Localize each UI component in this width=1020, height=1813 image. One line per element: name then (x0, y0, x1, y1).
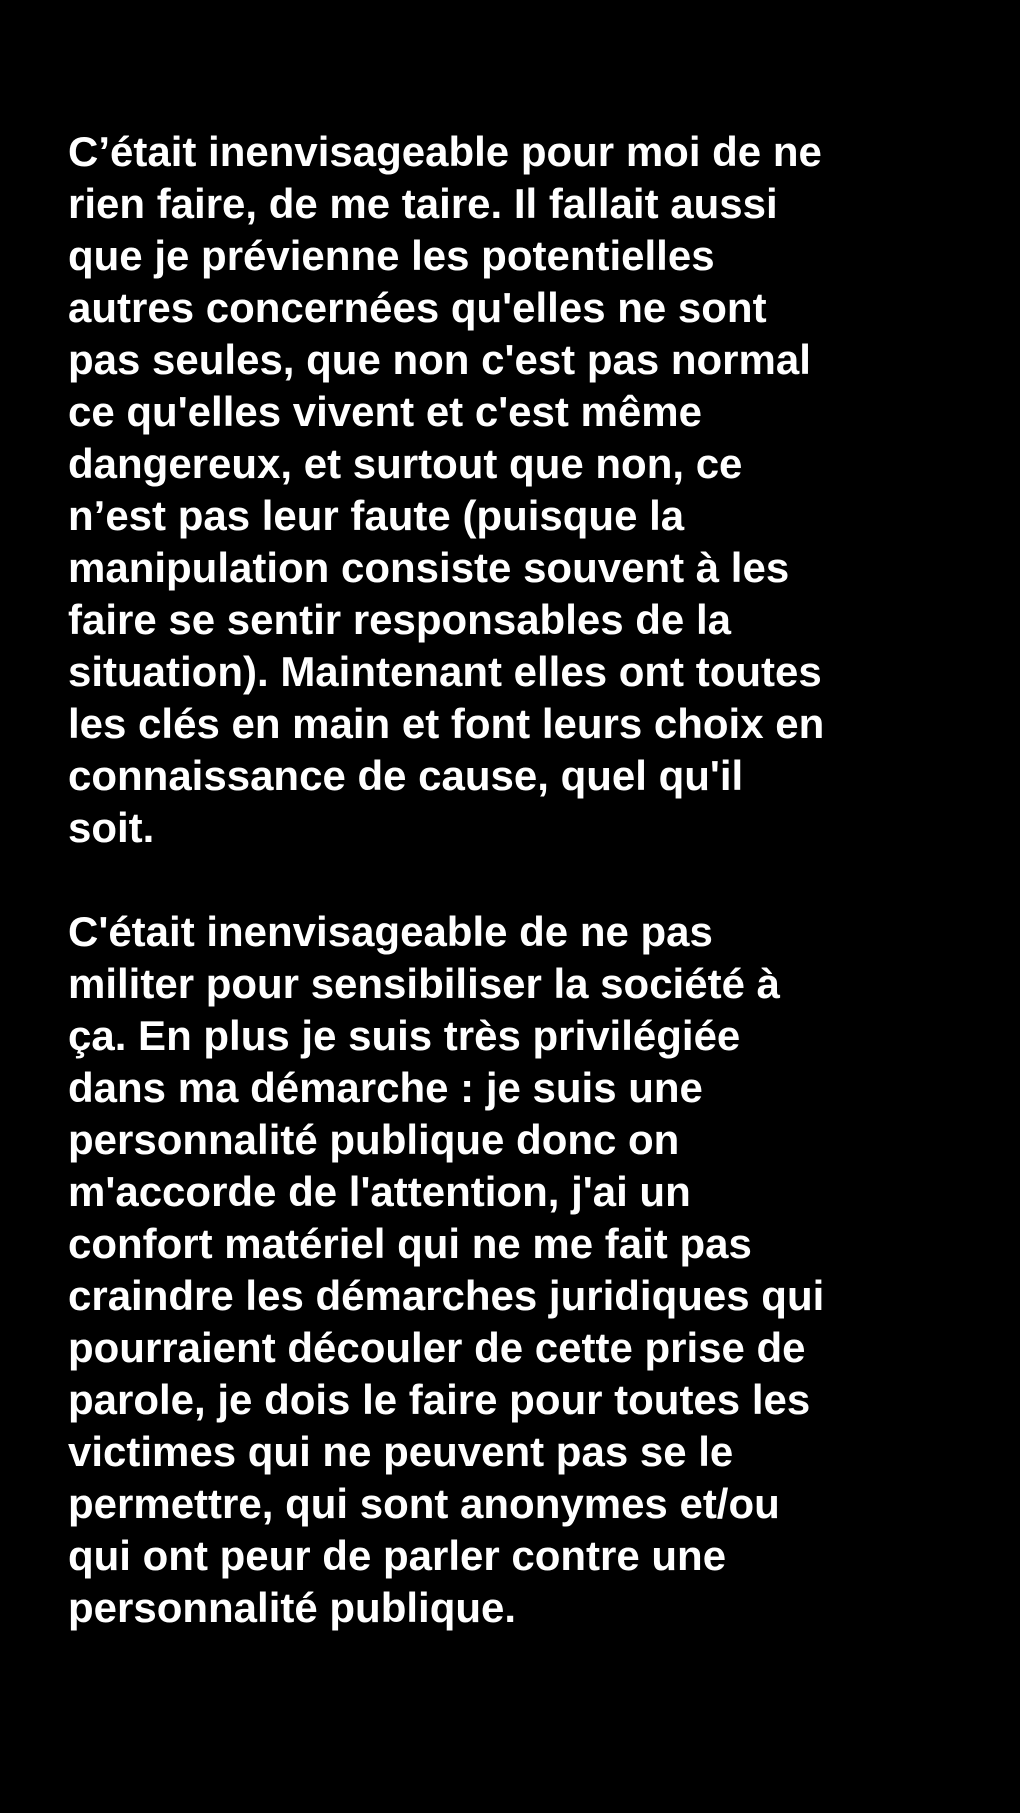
text-line: C’était inenvisageable pour moi de ne (68, 128, 822, 175)
paragraph-1 (68, 126, 968, 854)
text-line: personnalité publique donc on (68, 1116, 680, 1163)
text-line: faire se sentir responsables de la (68, 596, 731, 643)
text-line: soit. (68, 804, 155, 851)
text-line: permettre, qui sont anonymes et/ou (68, 1480, 780, 1527)
text-line: victimes qui ne peuvent pas se le (68, 1428, 734, 1475)
text-line: confort matériel qui ne me fait pas (68, 1220, 752, 1267)
text-line: craindre les démarches juridiques qui (68, 1272, 825, 1319)
text-line: pas seules, que non c'est pas normal (68, 336, 811, 383)
text-line: militer pour sensibiliser la société à (68, 960, 780, 1007)
text-line: manipulation consiste souvent à les (68, 544, 790, 591)
text-line: les clés en main et font leurs choix en (68, 700, 825, 747)
text-line: n’est pas leur faute (puisque la (68, 492, 685, 539)
text-line: qui ont peur de parler contre une (68, 1532, 727, 1579)
text-line: que je prévienne les potentielles (68, 232, 715, 279)
text-line: rien faire, de me taire. Il fallait aussi (68, 180, 778, 227)
text-line: C'était inenvisageable de ne pas (68, 908, 713, 955)
text-line: ce qu'elles vivent et c'est même (68, 388, 702, 435)
text-line: autres concernées qu'elles ne sont (68, 284, 767, 331)
text-line: situation). Maintenant elles ont toutes (68, 648, 822, 695)
text-line: dangereux, et surtout que non, ce (68, 440, 743, 487)
text-line: personnalité publique. (68, 1584, 517, 1631)
text-line: ça. En plus je suis très privilégiée (68, 1012, 741, 1059)
text-line: connaissance de cause, quel qu'il (68, 752, 744, 799)
paragraph-spacer (68, 854, 968, 906)
text-line: dans ma démarche : je suis une (68, 1064, 703, 1111)
text-line: parole, je dois le faire pour toutes les (68, 1376, 811, 1423)
text-line: pourraient découler de cette prise de (68, 1324, 806, 1371)
paragraph-2 (68, 906, 968, 1634)
statement-text (68, 126, 968, 1634)
text-line: m'accorde de l'attention, j'ai un (68, 1168, 691, 1215)
